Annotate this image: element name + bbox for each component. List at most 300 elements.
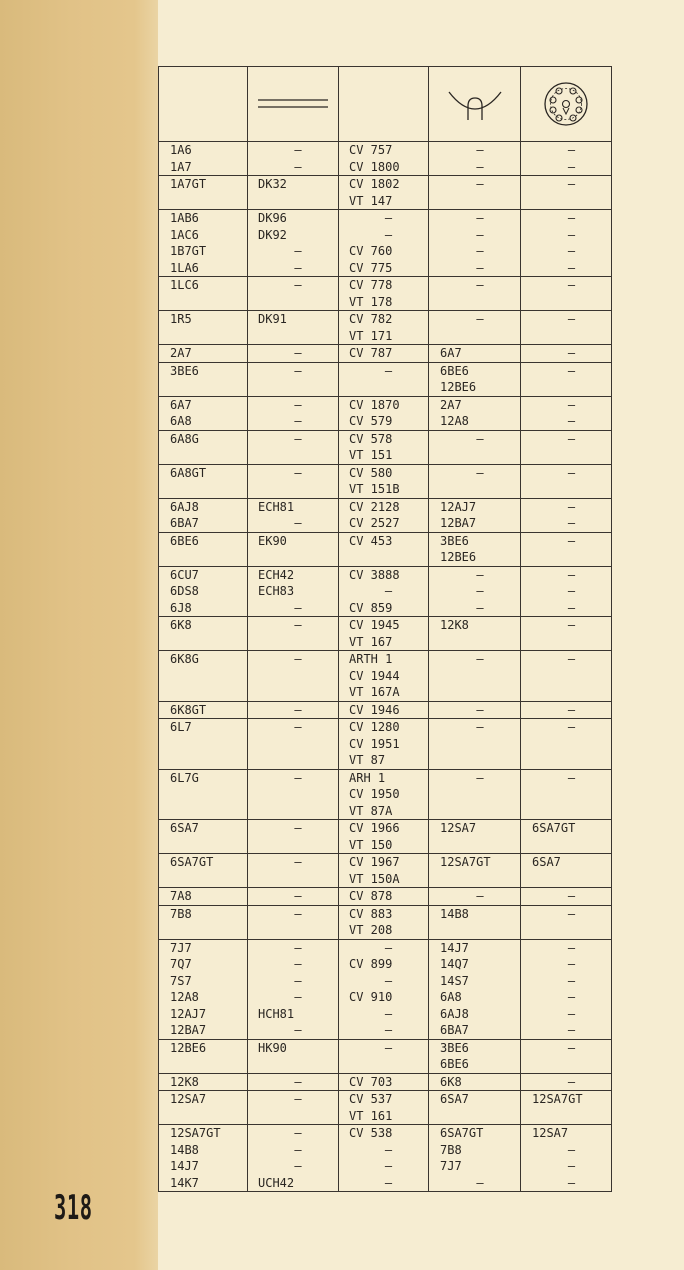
cell-line: 12SA7GT <box>170 1126 221 1140</box>
cell-line: – <box>476 211 484 225</box>
header-base-column <box>521 67 612 142</box>
cell-line: – <box>476 702 484 717</box>
table-row <box>159 888 612 906</box>
cell-line: 12BE6 <box>170 1040 207 1055</box>
cell-line: – <box>567 227 576 242</box>
cell-line: – <box>294 1023 302 1037</box>
cell-line: 6DS8 <box>170 584 199 598</box>
cell-line: 1A7GT <box>170 177 207 191</box>
cell-line: – <box>567 1023 576 1037</box>
cell-line: – <box>294 346 302 360</box>
table-row <box>159 1125 612 1192</box>
cell-line: 14S7 <box>440 973 469 988</box>
table-row <box>159 396 612 430</box>
cell-european-equivalent <box>248 888 339 906</box>
cell-line: – <box>384 1175 393 1190</box>
cell-line: – <box>476 584 484 598</box>
cell-military-designation <box>339 532 429 566</box>
cell-tube-type <box>159 345 248 363</box>
cell-line: – <box>567 143 576 157</box>
table-row <box>159 311 612 345</box>
cell-line: – <box>567 159 576 174</box>
cell-base-variant <box>521 532 612 566</box>
cell-european-equivalent <box>248 1091 339 1125</box>
cell-line: – <box>567 957 576 971</box>
cell-line: CV 757 <box>349 143 393 157</box>
cell-heater-variant <box>429 905 521 939</box>
cell-line: VT 150A <box>349 871 400 886</box>
cell-european-equivalent <box>248 142 339 176</box>
cell-line: – <box>294 957 302 971</box>
cell-line: – <box>294 855 302 869</box>
cell-line: 7J7 <box>170 940 192 955</box>
cell-heater-variant <box>429 142 521 176</box>
cell-line: CV 883 <box>349 906 393 921</box>
cell-line: – <box>294 143 302 157</box>
cell-line: – <box>476 567 484 582</box>
cell-tube-type <box>159 362 248 396</box>
cell-line: 1LC6 <box>170 278 199 292</box>
cell-line: – <box>567 652 576 666</box>
cell-line: – <box>567 211 576 225</box>
cell-tube-type <box>159 905 248 939</box>
cell-line: 6BA7 <box>170 516 199 530</box>
cell-line: ECH81 <box>258 499 295 514</box>
cell-european-equivalent <box>248 532 339 566</box>
cell-line: CV 778 <box>349 278 393 292</box>
table-row <box>159 854 612 888</box>
cell-line: – <box>294 821 302 835</box>
cell-base-variant <box>521 1073 612 1091</box>
cell-heater-variant <box>429 396 521 430</box>
cell-line: – <box>294 431 302 446</box>
cell-heater-variant <box>429 651 521 702</box>
cell-line: CV 1951 <box>349 736 400 751</box>
cell-line: CV 859 <box>349 600 393 615</box>
cell-line: CV 580 <box>349 465 393 480</box>
cell-base-variant <box>521 1039 612 1073</box>
cell-military-designation <box>339 210 429 277</box>
cell-line: – <box>294 1159 302 1173</box>
cell-line: CV 703 <box>349 1074 393 1089</box>
cell-military-designation <box>339 464 429 498</box>
cell-base-variant <box>521 277 612 311</box>
cell-line: – <box>384 973 393 988</box>
cell-line: 6SA7GT <box>532 821 576 835</box>
table-row <box>159 345 612 363</box>
cell-line: – <box>567 431 576 446</box>
cell-line: CV 760 <box>349 244 393 258</box>
cell-line: 6AJ8 <box>170 499 199 514</box>
cell-line: VT 208 <box>349 923 393 937</box>
cell-heater-variant <box>429 888 521 906</box>
cell-line: – <box>476 260 484 275</box>
cell-line: – <box>294 516 302 530</box>
cell-line: – <box>567 940 576 955</box>
cell-line: 1AB6 <box>170 211 199 225</box>
cell-heater-variant <box>429 1091 521 1125</box>
cell-european-equivalent <box>248 566 339 617</box>
cell-line: – <box>567 397 576 412</box>
cell-european-equivalent <box>248 396 339 430</box>
cell-line: CV 910 <box>349 990 393 1004</box>
cell-line: VT 87A <box>349 803 393 818</box>
cell-line: – <box>476 312 484 326</box>
cell-base-variant <box>521 345 612 363</box>
cell-line: 12AJ7 <box>440 499 477 514</box>
cell-line: – <box>476 1175 484 1190</box>
cell-line: – <box>476 720 484 734</box>
cell-tube-type <box>159 277 248 311</box>
cell-heater-variant <box>429 769 521 820</box>
cell-base-variant <box>521 820 612 854</box>
cell-line: – <box>294 720 302 734</box>
cell-line: – <box>567 906 576 921</box>
cell-line: – <box>567 516 576 530</box>
cell-line: CV 1966 <box>349 821 400 835</box>
cell-european-equivalent <box>248 1073 339 1091</box>
cell-military-designation <box>339 854 429 888</box>
cell-european-equivalent <box>248 769 339 820</box>
cell-line: 6SA7 <box>440 1092 469 1106</box>
cell-line: 6A8 <box>170 414 192 428</box>
cell-line: 12BA7 <box>440 516 477 530</box>
cell-line: – <box>567 1159 576 1173</box>
cell-line: VT 178 <box>349 294 393 309</box>
cell-base-variant <box>521 498 612 532</box>
tube-base-pinout-icon <box>543 81 589 127</box>
cell-line: – <box>567 244 576 258</box>
table-row <box>159 176 612 210</box>
cell-line: – <box>567 600 576 615</box>
cell-line: 6BA7 <box>440 1023 469 1037</box>
equivalence-icon <box>256 97 330 111</box>
cell-line: HK90 <box>258 1040 287 1055</box>
cell-heater-variant <box>429 498 521 532</box>
cell-line: – <box>567 618 576 632</box>
cell-line: CV 782 <box>349 312 393 326</box>
cell-european-equivalent <box>248 176 339 210</box>
cell-line: – <box>567 278 576 292</box>
cell-line: UCH42 <box>258 1175 295 1190</box>
cell-line: 6A8G <box>170 431 199 446</box>
cell-line: CV 2128 <box>349 499 400 514</box>
cell-line: – <box>384 363 393 378</box>
cell-military-designation <box>339 396 429 430</box>
cell-line: DK32 <box>258 177 287 191</box>
cell-line: 6CU7 <box>170 567 199 582</box>
cell-line: 6A7 <box>170 397 192 412</box>
cell-line: ECH83 <box>258 584 295 598</box>
cell-heater-variant <box>429 345 521 363</box>
cell-line: 3BE6 <box>440 533 469 548</box>
cell-heater-variant <box>429 464 521 498</box>
page-number: 318 <box>54 1188 93 1228</box>
table-row <box>159 939 612 1039</box>
cell-tube-type <box>159 532 248 566</box>
cell-military-designation <box>339 142 429 176</box>
cell-line: VT 167A <box>349 685 400 699</box>
cell-line: 6A8GT <box>170 465 207 480</box>
cell-line: 12BE6 <box>440 550 477 564</box>
cell-line: ECH42 <box>258 567 295 582</box>
cell-base-variant <box>521 701 612 719</box>
cell-military-designation <box>339 939 429 1039</box>
cell-tube-type <box>159 617 248 651</box>
cell-line: – <box>567 363 576 378</box>
cell-heater-variant <box>429 820 521 854</box>
cell-military-designation <box>339 176 429 210</box>
cell-line: – <box>384 1040 393 1055</box>
cell-military-designation <box>339 362 429 396</box>
cell-military-designation <box>339 566 429 617</box>
cell-base-variant <box>521 176 612 210</box>
cell-tube-type <box>159 142 248 176</box>
table-row <box>159 1073 612 1091</box>
cell-tube-type <box>159 1039 248 1073</box>
cell-line: – <box>567 567 576 582</box>
cell-base-variant <box>521 769 612 820</box>
cell-line: – <box>294 1074 302 1089</box>
cell-base-variant <box>521 854 612 888</box>
cell-line: 7A8 <box>170 889 192 903</box>
cell-military-designation <box>339 888 429 906</box>
cell-line: 12BA7 <box>170 1023 207 1037</box>
cell-military-designation <box>339 1091 429 1125</box>
cell-line: CV 579 <box>349 414 393 428</box>
cell-line: CV 2527 <box>349 516 400 530</box>
cell-military-designation <box>339 820 429 854</box>
cell-military-designation <box>339 311 429 345</box>
table-row <box>159 701 612 719</box>
cell-heater-variant <box>429 430 521 464</box>
cell-line: 7S7 <box>170 973 192 988</box>
cell-european-equivalent <box>248 430 339 464</box>
cell-military-designation <box>339 617 429 651</box>
cell-line: 14K7 <box>170 1175 199 1190</box>
cell-line: 7Q7 <box>170 957 192 971</box>
cell-military-designation <box>339 345 429 363</box>
cell-line: 12SA7 <box>170 1092 207 1106</box>
cell-line: CV 775 <box>349 260 393 275</box>
cell-line: CV 3888 <box>349 567 400 582</box>
cell-line: 6SA7 <box>532 855 561 869</box>
table-row <box>159 430 612 464</box>
cell-line: – <box>476 177 484 191</box>
cell-line: 3BE6 <box>170 363 199 378</box>
cell-line: – <box>567 990 576 1004</box>
table-row <box>159 820 612 854</box>
cell-line: 12SA7 <box>532 1126 569 1140</box>
cell-line: – <box>567 312 576 326</box>
header-type-column <box>159 67 248 142</box>
cell-line: – <box>567 720 576 734</box>
cell-heater-variant <box>429 532 521 566</box>
cell-line: 6SA7GT <box>440 1126 484 1140</box>
cell-line: CV 1944 <box>349 668 400 683</box>
table-row <box>159 651 612 702</box>
cell-heater-variant <box>429 210 521 277</box>
cell-line: – <box>384 1006 393 1021</box>
cell-line: 1LA6 <box>170 260 199 275</box>
cell-tube-type <box>159 210 248 277</box>
cell-european-equivalent <box>248 820 339 854</box>
cell-line: VT 87 <box>349 753 386 767</box>
cell-line: – <box>384 227 393 242</box>
cell-base-variant <box>521 566 612 617</box>
cell-line: – <box>476 600 484 615</box>
cell-line: – <box>567 533 576 548</box>
cell-line: – <box>294 363 302 378</box>
cell-tube-type <box>159 1091 248 1125</box>
table-row <box>159 142 612 176</box>
cell-line: EK90 <box>258 533 287 548</box>
cell-line: 12AJ7 <box>170 1006 207 1021</box>
cell-line: – <box>476 143 484 157</box>
cell-military-designation <box>339 498 429 532</box>
table-header <box>159 67 612 142</box>
cell-line: – <box>567 770 576 785</box>
cell-tube-type <box>159 498 248 532</box>
cell-line: – <box>476 889 484 903</box>
cell-line: – <box>294 465 302 480</box>
cell-military-designation <box>339 430 429 464</box>
cell-military-designation <box>339 769 429 820</box>
tube-equivalents-table <box>158 66 612 1192</box>
table-row <box>159 464 612 498</box>
table-row <box>159 1091 612 1125</box>
cell-base-variant <box>521 311 612 345</box>
cell-european-equivalent <box>248 498 339 532</box>
table-row <box>159 905 612 939</box>
cell-line: – <box>476 244 484 258</box>
cell-line: CV 453 <box>349 533 393 548</box>
page-binding-shade <box>0 0 158 1270</box>
cell-line: 6L7G <box>170 770 199 785</box>
cell-line: CV 1946 <box>349 702 400 717</box>
cell-heater-variant <box>429 854 521 888</box>
cell-european-equivalent <box>248 277 339 311</box>
cell-heater-variant <box>429 939 521 1039</box>
cell-line: – <box>294 618 302 632</box>
cell-tube-type <box>159 1073 248 1091</box>
cell-base-variant <box>521 1091 612 1125</box>
cell-line: 6L7 <box>170 720 192 734</box>
cell-european-equivalent <box>248 1125 339 1192</box>
cell-tube-type <box>159 430 248 464</box>
cell-line: – <box>476 227 484 242</box>
cell-line: 14J7 <box>440 940 469 955</box>
cell-line: 6A8 <box>440 990 462 1004</box>
cell-line: 12BE6 <box>440 380 477 394</box>
cell-tube-type <box>159 769 248 820</box>
cell-line: – <box>476 770 484 785</box>
cell-line: – <box>476 652 484 666</box>
cell-line: 14B8 <box>170 1142 199 1157</box>
cell-line: – <box>294 600 302 615</box>
cell-line: – <box>567 465 576 480</box>
cell-line: 6A7 <box>440 346 462 360</box>
cell-line: 6K8G <box>170 652 199 666</box>
cell-tube-type <box>159 854 248 888</box>
table-row <box>159 210 612 277</box>
cell-line: – <box>567 260 576 275</box>
cell-line: DK91 <box>258 312 287 326</box>
cell-line: 7B8 <box>440 1142 462 1157</box>
cell-line: – <box>294 940 302 955</box>
cell-line: 12SA7 <box>440 821 477 835</box>
cell-base-variant <box>521 651 612 702</box>
cell-line: – <box>476 159 484 174</box>
cell-line: CV 578 <box>349 431 393 446</box>
cell-european-equivalent <box>248 939 339 1039</box>
cell-line: 6K8 <box>170 618 192 632</box>
cell-line: – <box>567 1074 576 1089</box>
cell-line: 14B8 <box>440 906 469 921</box>
table-row <box>159 532 612 566</box>
cell-heater-variant <box>429 1073 521 1091</box>
cell-base-variant <box>521 142 612 176</box>
cell-heater-variant <box>429 277 521 311</box>
cell-line: VT 151B <box>349 482 400 496</box>
cell-european-equivalent <box>248 854 339 888</box>
cell-line: – <box>567 1175 576 1190</box>
cell-line: – <box>294 159 302 174</box>
cell-line: CV 899 <box>349 957 393 971</box>
cell-line: CV 1280 <box>349 720 400 734</box>
cell-line: 6BE6 <box>440 363 469 378</box>
cell-military-designation <box>339 905 429 939</box>
cell-tube-type <box>159 651 248 702</box>
cell-line: 3BE6 <box>440 1040 469 1055</box>
cell-line: 14J7 <box>170 1159 199 1173</box>
cell-line: CV 1802 <box>349 177 400 191</box>
table-row <box>159 719 612 770</box>
cell-line: 2A7 <box>440 397 462 412</box>
cell-line: CV 1945 <box>349 618 400 632</box>
cell-line: – <box>294 1092 302 1106</box>
cell-line: – <box>294 906 302 921</box>
cell-base-variant <box>521 464 612 498</box>
cell-line: – <box>567 889 576 903</box>
cell-line: – <box>294 1142 302 1157</box>
cell-line: – <box>294 702 302 717</box>
cell-line: ARH 1 <box>349 770 386 785</box>
cell-base-variant <box>521 210 612 277</box>
table-row <box>159 566 612 617</box>
cell-line: 6J8 <box>170 600 192 615</box>
cell-line: – <box>567 1006 576 1021</box>
cell-tube-type <box>159 311 248 345</box>
header-heater-column <box>429 67 521 142</box>
cell-line: 12K8 <box>170 1074 199 1089</box>
cell-line: – <box>294 770 302 785</box>
cell-line: 12A8 <box>170 990 199 1004</box>
cell-line: – <box>384 1159 393 1173</box>
header-equivalent-column <box>248 67 339 142</box>
cell-base-variant <box>521 396 612 430</box>
cell-line: CV 537 <box>349 1092 393 1106</box>
cell-line: – <box>567 973 576 988</box>
cell-line: – <box>476 465 484 480</box>
cell-line: – <box>294 278 302 292</box>
table-row <box>159 498 612 532</box>
cell-line: CV 538 <box>349 1126 393 1140</box>
cell-european-equivalent <box>248 210 339 277</box>
cell-line: ARTH 1 <box>349 652 393 666</box>
cell-base-variant <box>521 362 612 396</box>
cell-line: 1A7 <box>170 159 192 174</box>
